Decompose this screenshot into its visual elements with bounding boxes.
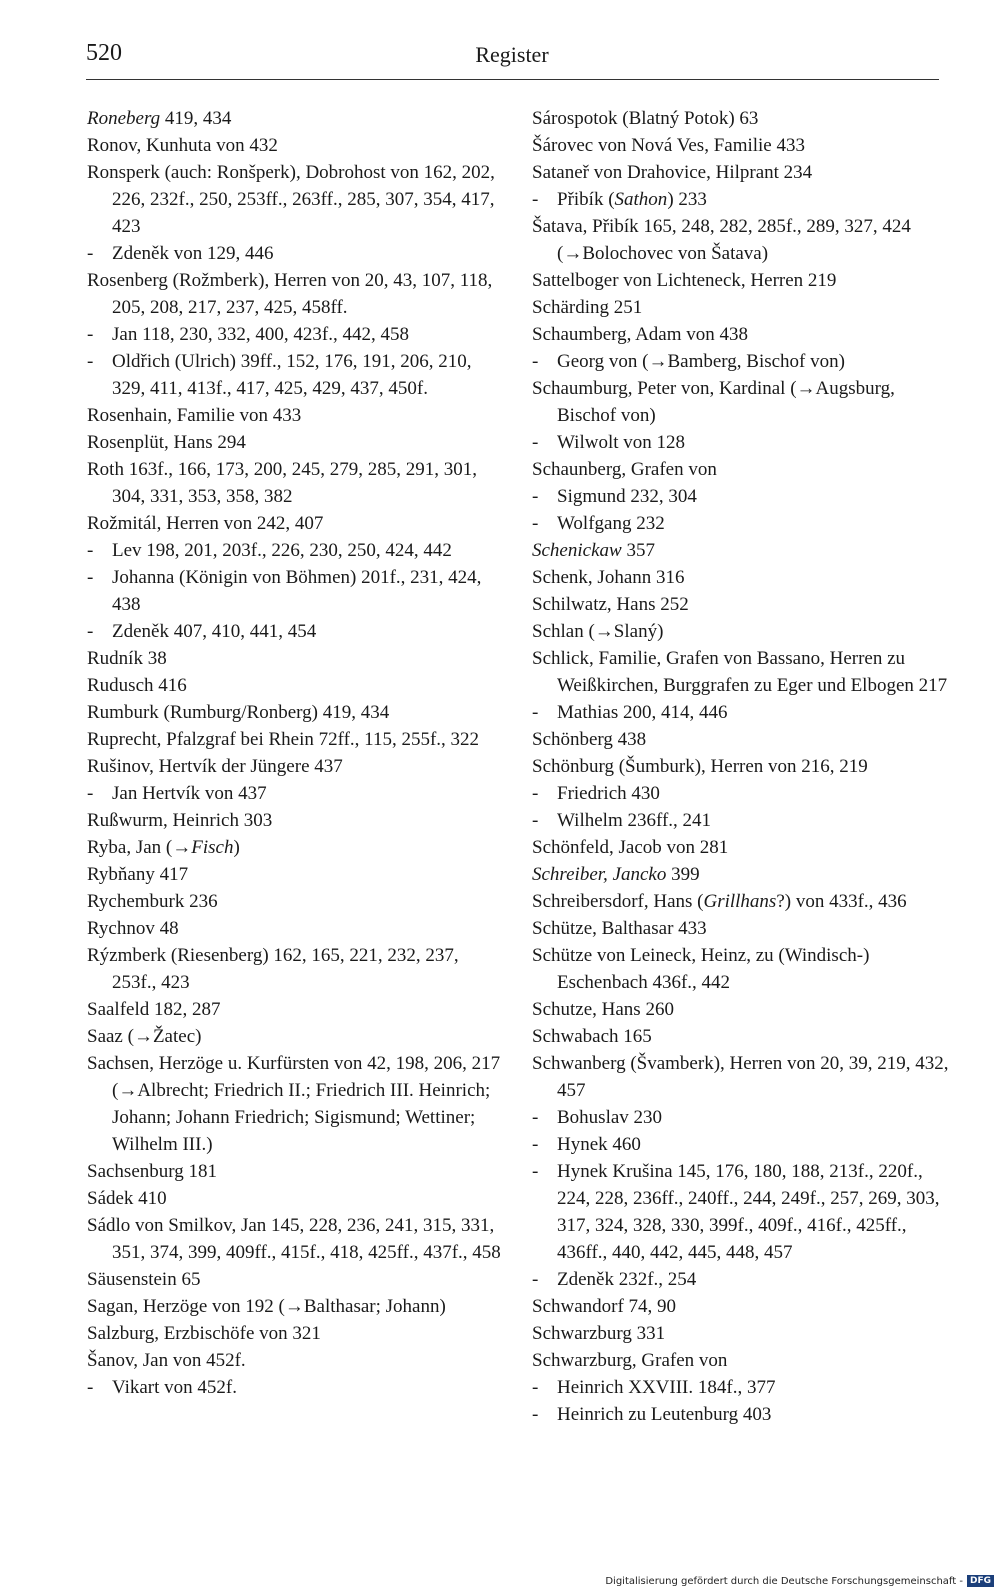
index-entry: Schwabach 165 <box>532 1026 652 1047</box>
sub-entry-dash: - <box>87 540 94 561</box>
index-entry: - Johanna (Königin von Böhmen) 201f., 231, 424, 438 <box>87 564 507 618</box>
sub-entry-dash: - <box>87 243 94 264</box>
sub-entry-dash: - <box>87 567 94 588</box>
index-entry: Schreiber, Jancko 399 <box>532 864 700 885</box>
sub-entry-dash: - <box>532 486 539 507</box>
index-entry: Ronov, Kunhuta von 432 <box>87 135 278 156</box>
index-entry: Schütze, Balthasar 433 <box>532 918 707 939</box>
index-entry: - Jan 118, 230, 332, 400, 423f., 442, 458 <box>87 321 507 348</box>
index-entry: Schütze von Leineck, Heinz, zu (Windisch-) Eschenbach 436f., 442 <box>532 945 870 993</box>
index-entry: Rudusch 416 <box>87 675 187 696</box>
sub-entry-dash: - <box>87 351 94 372</box>
index-entry: Rußwurm, Heinrich 303 <box>87 810 273 831</box>
index-entry: Schwanberg (Švamberk), Herren von 20, 39, 219, 432, 457 <box>532 1053 949 1101</box>
index-entry: Saaz (→Žatec) <box>87 1026 202 1047</box>
index-entry: Šatava, Přibík 165, 248, 282, 285f., 289, 327, 424 (→Bolochovec von Šatava) <box>532 216 911 264</box>
index-entry: - Wolfgang 232 <box>532 510 950 537</box>
sub-entry-dash: - <box>532 513 539 534</box>
sub-entry-dash: - <box>87 621 94 642</box>
index-entry: Schönberg 438 <box>532 729 647 750</box>
index-entry: Rosenberg (Rožmberk), Herren von 20, 43, 107, 118, 205, 208, 217, 237, 425, 458ff. <box>87 270 493 318</box>
footer-text: Digitalisierung gefördert durch die Deutsche Forschungsgemeinschaft - <box>605 1575 963 1587</box>
index-entry: Rychemburk 236 <box>87 891 218 912</box>
index-entry: Schaumburg, Peter von, Kardinal (→Augsburg, Bischof von) <box>532 378 895 426</box>
index-entry: Rychnov 48 <box>87 918 179 939</box>
index-entry: Ruprecht, Pfalzgraf bei Rhein 72ff., 115, 255f., 322 <box>87 729 480 750</box>
index-entry: Sárospotok (Blatný Potok) 63 <box>532 108 759 129</box>
sub-entry-dash: - <box>532 702 539 723</box>
index-entry: - Zdeněk 232f., 254 <box>532 1266 950 1293</box>
index-entry: - Přibík (Sathon) 233 <box>532 186 950 213</box>
index-entry: Schwarzburg 331 <box>532 1323 666 1344</box>
header-rule <box>86 79 939 80</box>
sub-entry-dash: - <box>532 1107 539 1128</box>
sub-entry-dash: - <box>532 1161 539 1182</box>
index-entry: - Georg von (→Bamberg, Bischof von) <box>532 348 950 375</box>
index-entry: Schenk, Johann 316 <box>532 567 685 588</box>
index-entry: Rožmitál, Herren von 242, 407 <box>87 513 324 534</box>
sub-entry-dash: - <box>532 783 539 804</box>
index-column-right <box>532 105 950 1428</box>
index-entry: - Lev 198, 201, 203f., 226, 230, 250, 424, 442 <box>87 537 507 564</box>
index-entry: Schlick, Familie, Grafen von Bassano, Herren zu Weißkirchen, Burggrafen zu Eger und Elbogen 217 <box>532 648 948 696</box>
sub-entry-dash: - <box>532 432 539 453</box>
index-entry: Sataneř von Drahovice, Hilprant 234 <box>532 162 813 183</box>
index-entry: Rybňany 417 <box>87 864 189 885</box>
sub-entry-dash: - <box>532 351 539 372</box>
page-header <box>86 40 938 78</box>
index-entry: Sattelboger von Lichteneck, Herren 219 <box>532 270 837 291</box>
index-entry: Schwarzburg, Grafen von <box>532 1350 728 1371</box>
sub-entry-dash: - <box>532 1404 539 1425</box>
index-entry: Rosenplüt, Hans 294 <box>87 432 246 453</box>
index-entry: Šárovec von Nová Ves, Familie 433 <box>532 135 805 156</box>
index-entry: - Hynek Krušina 145, 176, 180, 188, 213f., 220f., 224, 228, 236ff., 240ff., 244, 249f., 257, 269, 303, 317, 324, 328, 330, 399f., 409f., 416f., 425ff., 436ff., 440, 442, 445, 448, 457 <box>532 1158 950 1266</box>
index-entry: Schreibersdorf, Hans (Grillhans?) von 433f., 436 <box>532 891 907 912</box>
index-entry: Roth 163f., 166, 173, 200, 245, 279, 285, 291, 301, 304, 331, 353, 358, 382 <box>87 459 478 507</box>
index-entry: Rýzmberk (Riesenberg) 162, 165, 221, 232, 237, 253f., 423 <box>87 945 459 993</box>
sub-entry-dash: - <box>532 1377 539 1398</box>
dfg-logo: DFG <box>967 1575 994 1587</box>
sub-entry-dash: - <box>532 1269 539 1290</box>
index-entry: - Zdeněk 407, 410, 441, 454 <box>87 618 507 645</box>
footer <box>605 1575 994 1587</box>
index-entry: Rušinov, Hertvík der Jüngere 437 <box>87 756 343 777</box>
index-entry: - Friedrich 430 <box>532 780 950 807</box>
index-entry: Säusenstein 65 <box>87 1269 201 1290</box>
index-entry: - Wilhelm 236ff., 241 <box>532 807 950 834</box>
sub-entry-dash: - <box>87 324 94 345</box>
index-entry: Ronsperk (auch: Ronšperk), Dobrohost von 162, 202, 226, 232f., 250, 253ff., 263ff., 285, 307, 354, 417, 423 <box>87 162 495 237</box>
index-entry: Schönfeld, Jacob von 281 <box>532 837 729 858</box>
sub-entry-dash: - <box>87 1377 94 1398</box>
index-entry: Rosenhain, Familie von 433 <box>87 405 302 426</box>
index-column-left <box>87 105 507 1401</box>
index-entry: - Heinrich zu Leutenburg 403 <box>532 1401 950 1428</box>
index-entry: Ryba, Jan (→Fisch) <box>87 837 240 858</box>
index-entry: Schaumberg, Adam von 438 <box>532 324 749 345</box>
running-title: Register <box>475 42 549 67</box>
index-entry: Schlan (→Slaný) <box>532 621 664 642</box>
index-entry: - Vikart von 452f. <box>87 1374 507 1401</box>
index-entry: Schenickaw 357 <box>532 540 655 561</box>
sub-entry-dash: - <box>532 1134 539 1155</box>
index-entry: Schaunberg, Grafen von <box>532 459 717 480</box>
index-entry: Sagan, Herzöge von 192 (→Balthasar; Johann) <box>87 1296 446 1317</box>
index-entry: Šanov, Jan von 452f. <box>87 1350 246 1371</box>
index-entry: Schärding 251 <box>532 297 643 318</box>
index-entry: - Zdeněk von 129, 446 <box>87 240 507 267</box>
index-entry: Schilwatz, Hans 252 <box>532 594 689 615</box>
sub-entry-dash: - <box>87 783 94 804</box>
index-entry: Schönburg (Šumburk), Herren von 216, 219 <box>532 756 868 777</box>
index-entry: Rudník 38 <box>87 648 167 669</box>
sub-entry-dash: - <box>532 189 539 210</box>
index-entry: Saalfeld 182, 287 <box>87 999 221 1020</box>
index-entry: - Heinrich XXVIII. 184f., 377 <box>532 1374 950 1401</box>
index-entry: - Jan Hertvík von 437 <box>87 780 507 807</box>
index-entry: Rumburk (Rumburg/Ronberg) 419, 434 <box>87 702 390 723</box>
index-entry: - Bohuslav 230 <box>532 1104 950 1131</box>
index-entry: Sachsen, Herzöge u. Kurfürsten von 42, 198, 206, 217 (→Albrecht; Friedrich II.; Friedrich III. Heinrich; Johann; Johann Friedrich; Sigismund; Wettiner; Wilhelm III.) <box>87 1053 501 1155</box>
sub-entry-dash: - <box>532 810 539 831</box>
index-entry: - Oldřich (Ulrich) 39ff., 152, 176, 191, 206, 210, 329, 411, 413f., 417, 425, 429, 437, 450f. <box>87 348 507 402</box>
page-number: 520 <box>86 40 122 66</box>
index-entry: Schutze, Hans 260 <box>532 999 674 1020</box>
index-entry: Sachsenburg 181 <box>87 1161 217 1182</box>
index-entry: - Sigmund 232, 304 <box>532 483 950 510</box>
index-entry: Sádek 410 <box>87 1188 167 1209</box>
index-entry: Schwandorf 74, 90 <box>532 1296 677 1317</box>
index-entry: - Wilwolt von 128 <box>532 429 950 456</box>
index-entry: - Hynek 460 <box>532 1131 950 1158</box>
index-entry: Roneberg 419, 434 <box>87 108 232 129</box>
index-entry: - Mathias 200, 414, 446 <box>532 699 950 726</box>
index-entry: Sádlo von Smilkov, Jan 145, 228, 236, 241, 315, 331, 351, 374, 399, 409ff., 415f., 418, 425ff., 437f., 458 <box>87 1215 501 1263</box>
index-entry: Salzburg, Erzbischöfe von 321 <box>87 1323 321 1344</box>
